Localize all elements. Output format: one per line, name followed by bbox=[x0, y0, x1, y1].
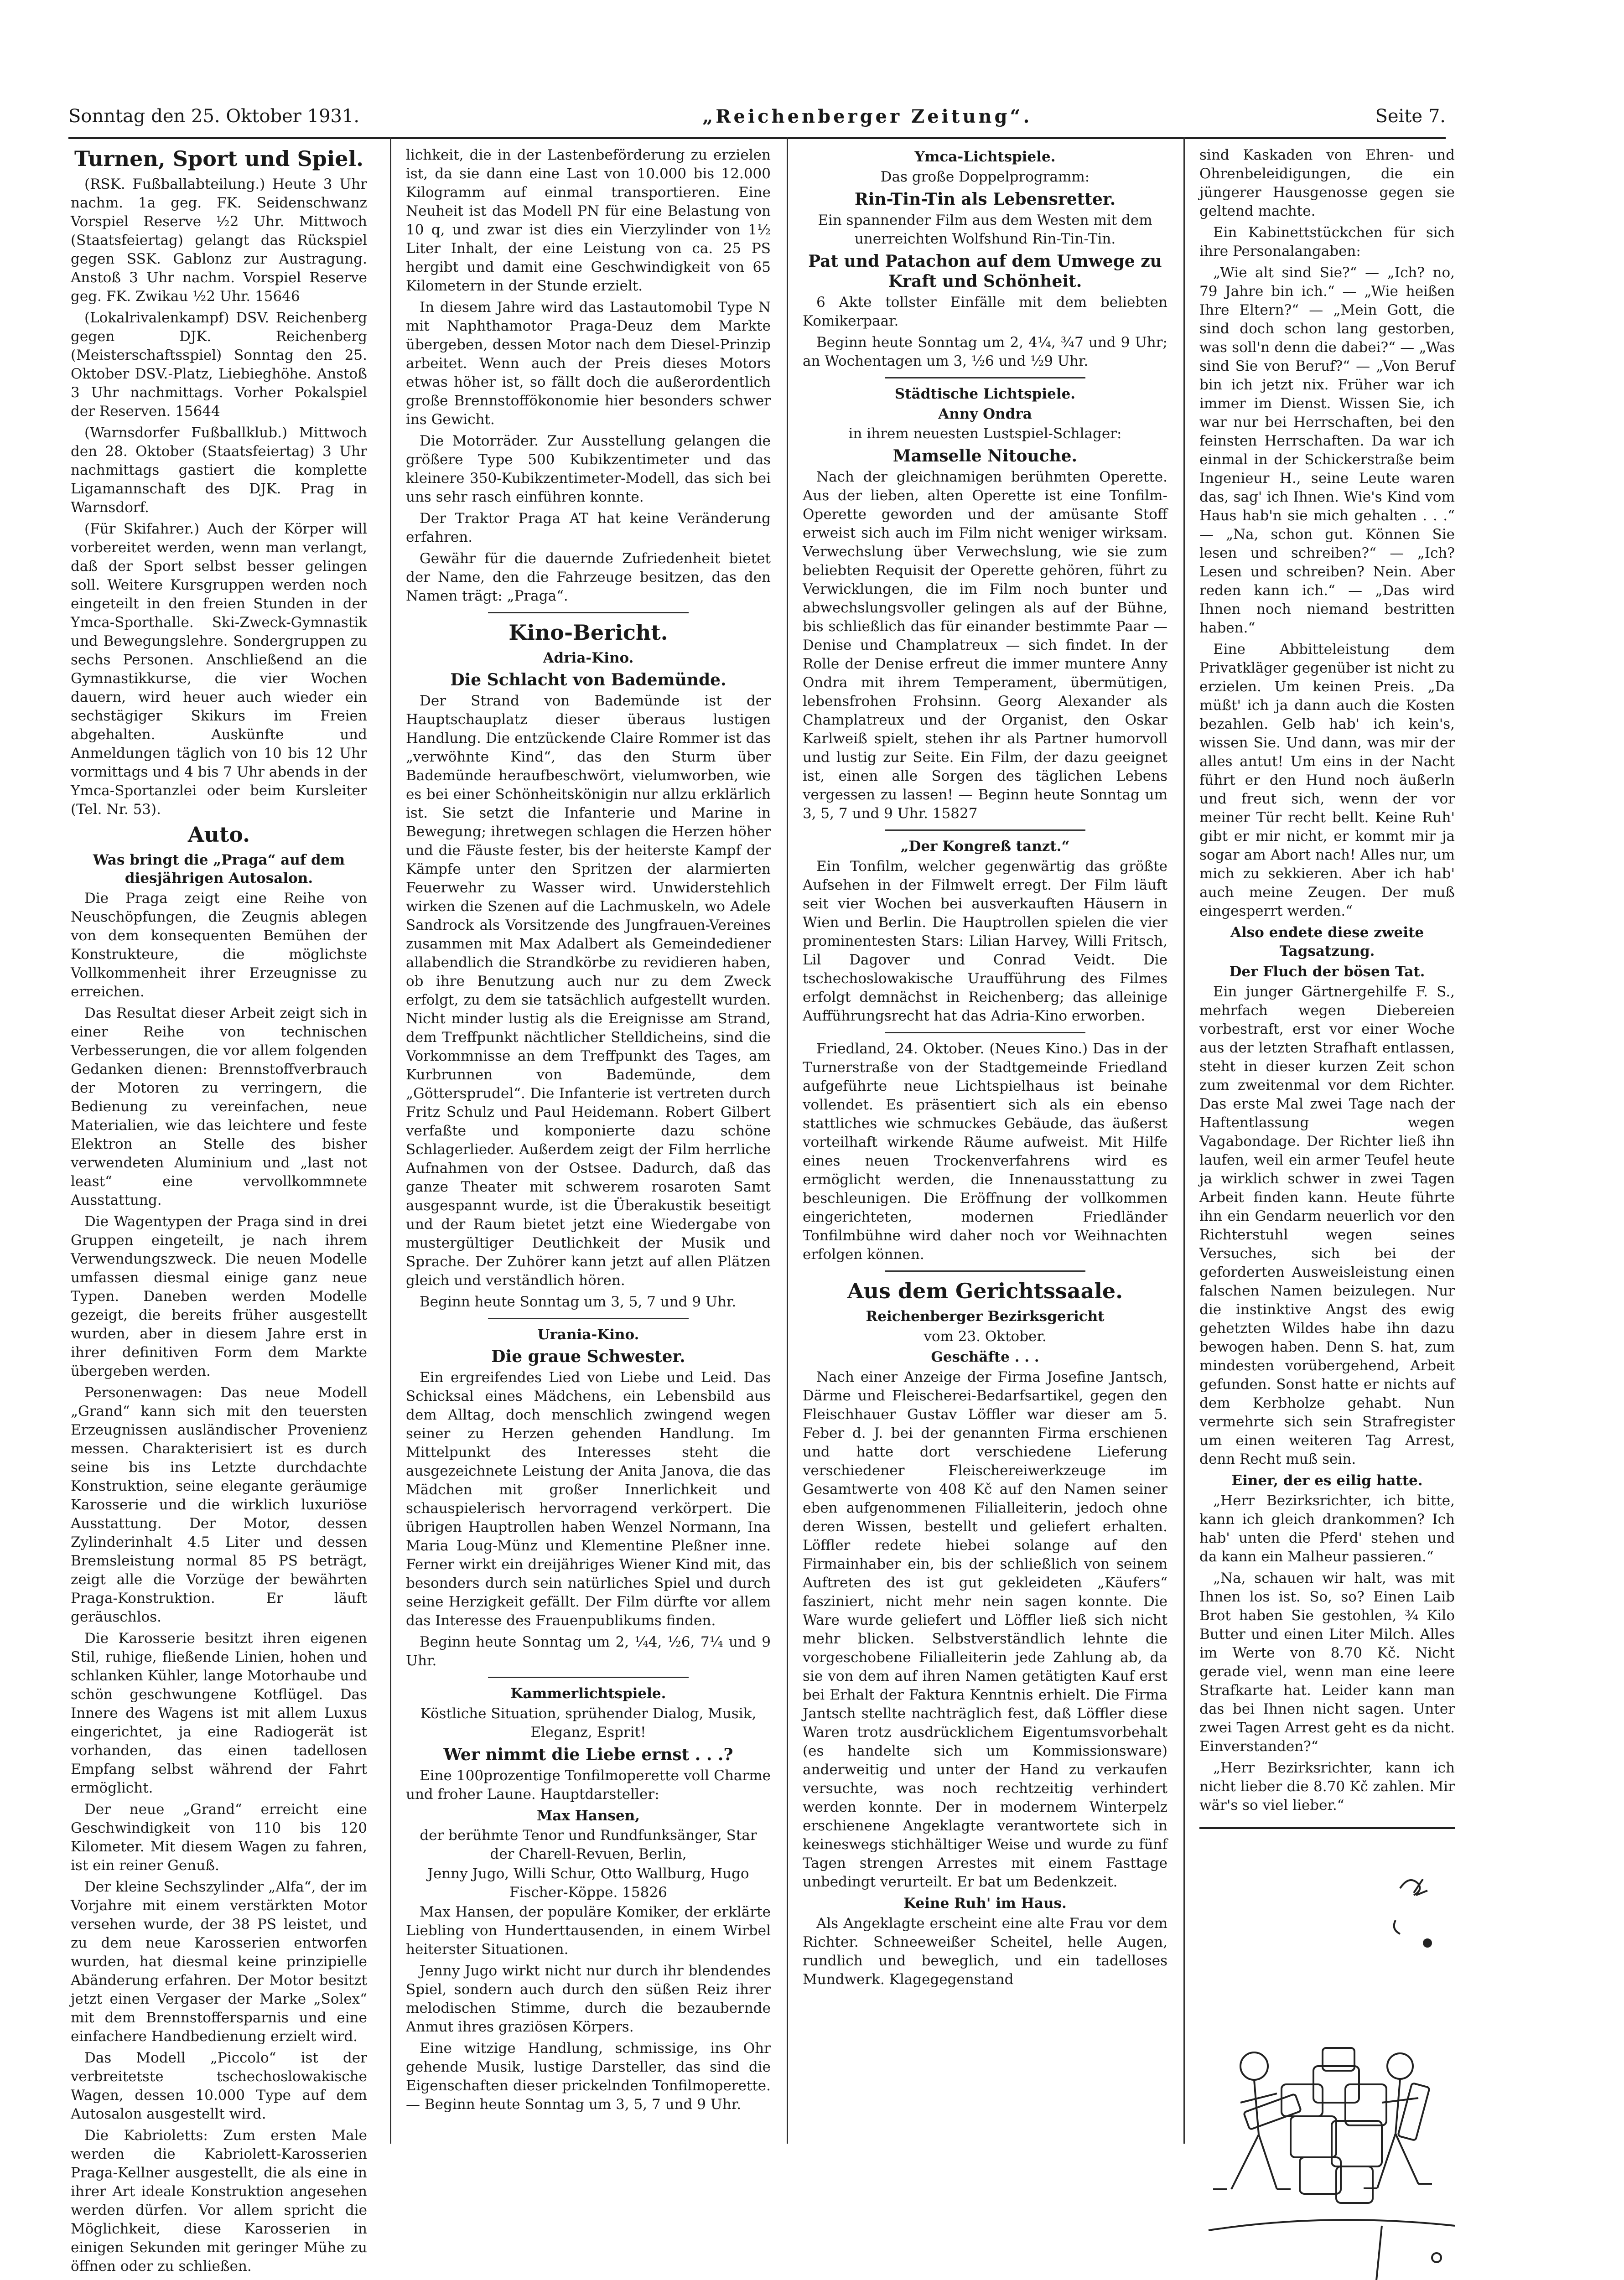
article-paragraph: (Warnsdorfer Fußballklub.) Mittwoch den 28. Oktober (Staatsfeiertag) 3 Uhr nachmittags gastiert die komplette Ligamannschaft des DJK. Prag in Warnsdorf. bbox=[71, 425, 367, 516]
article-paragraph: sind Kaskaden von Ehren- und Ohrenbeleidigungen, die ein jüngerer Hausgenosse gegen sie geltend machte. bbox=[1199, 147, 1455, 219]
article-paragraph: (Lokalrivalenkampf) DSV. Reichenberg gegen DJK. Reichenberg (Meisterschaftsspiel) Sonntag den 25. Oktober DSV.-Platz, Liebieghöhe. Anstoß 3 Uhr nachmittags. Vorher Pokalspiel der Reserven. 15644 bbox=[71, 310, 367, 420]
film-description: Ein spannender Film aus dem Westen mit dem unerreichten Wolfshund Rin-Tin-Tin. bbox=[818, 212, 1152, 247]
section-divider bbox=[885, 377, 1085, 378]
article-paragraph: „Herr Bezirksrichter, ich bitte, kann ich gleich drankommen? Ich hab' unten die Pferd' stehen und da kann ein Malheur passieren.“ bbox=[1199, 1492, 1455, 1565]
article-paragraph: Das Resultat dieser Arbeit zeigt sich in einer Reihe von technischen Verbesserungen, die vor allem folgenden Gedanken dienen: Brennstoffverbrauch der Motoren zu verringern, die Bedienung zu vereinfachen, neue Materialien, wie das leichtere und feste Elektron an Stelle des bisher verwendeten Aluminium und „last not least“ eine vervollkommnete Ausstattung. bbox=[71, 1005, 367, 1208]
cinema-tagline: Das große Doppelprogramm: bbox=[880, 169, 1090, 185]
story-title: Der Fluch der bösen Tat. bbox=[1229, 964, 1425, 980]
cast-name: Max Hansen, bbox=[536, 1808, 640, 1824]
film-title: Mamselle Nitouche. bbox=[892, 446, 1078, 466]
column-divider bbox=[390, 137, 391, 2144]
showtimes: Beginn heute Sonntag um 2, ¼4, ½6, 7¼ und 9 Uhr. bbox=[406, 1634, 771, 1669]
cinema-tagline: Köstliche Situation, sprühender Dialog, Musik, Eleganz, Esprit! bbox=[420, 1705, 757, 1741]
article-paragraph: „Wie alt sind Sie?“ — „Ich? no, 79 Jahre bin ich.“ — „Wie heißen Ihre Eltern?“ — „Mein Gott, die sind doch schon lang gestorben, was soll'n denn die dabei?“ — „Was sind Sie von Beruf?“ — „Von Beruf bin ich jetzt nix. Früher war ich immer im Dienst. Wissen Sie, ich war nur bei Herrschaften, bei den feinsten Herrschaften. Da war ich einmal in der Schickerstraße beim Ingenieur H., seine Leute waren das, sag' ich Ihnen. Wie's Kind vom Haus hab'n sie mich gehalten . . .“ — „Na, schon gut. Können Sie lesen und schreiben?“ — „Ich? Lesen und schreiben? Nein. Aber reden kann ich.“ — „Das wird Ihnen noch niemand bestritten haben.“ bbox=[1199, 264, 1455, 636]
star-name: Anny Ondra bbox=[938, 406, 1032, 422]
article-paragraph: Jenny Jugo wirkt nicht nur durch ihr blendendes Spiel, sondern auch durch den süßen Reiz ihrer melodischen Stimme, durch die bezaubernde Anmut ihres graziösen Körpers. bbox=[406, 1963, 771, 2035]
film-title: „Der Kongreß tanzt.“ bbox=[900, 838, 1070, 855]
section-divider bbox=[885, 1032, 1085, 1033]
column-1 bbox=[71, 146, 367, 2275]
column-divider bbox=[787, 137, 788, 2144]
section-divider bbox=[488, 612, 689, 613]
column-4 bbox=[1199, 146, 1455, 2157]
newspaper-name: „Reichenberger Zeitung“. bbox=[702, 105, 1033, 127]
article-paragraph: 6 Akte tollster Einfälle mit dem beliebten Komikerpaar. bbox=[803, 294, 1167, 329]
section-divider bbox=[885, 829, 1085, 831]
court-name: Reichenberger Bezirksgericht bbox=[866, 1308, 1105, 1325]
article-paragraph: (RSK. Fußballabteilung.) Heute 3 Uhr nachm. 1a geg. FK. Seidenschwanz Vorspiel Reserve ½2 Uhr. Mittwoch (Staatsfeiertag) gelangt das Rückspiel gegen SSK. Gablonz zur Austragung. Anstoß 3 Uhr nachm. Vorspiel Reserve geg. FK. Zwikau ½2 Uhr. 15646 bbox=[71, 176, 367, 305]
article-paragraph: Ein junger Gärtnergehilfe F. S., mehrfach wegen Diebereien vorbestraft, erst vor einer Woche aus der letzten Strafhaft entlassen, steht in dieser kurzen Zeit schon zum zweitenmal vor dem Richter. Das erste Mal zwei Tage nach der Haftentlassung wegen Vagabondage. Der Richter ließ ihn laufen, weil ein armer Teufel heute ja wirklich schwer in zwei Tagen Arbeit finden kann. Heute führte ihn ein Gendarm neuerlich vor den Richterstuhl wegen seines Versuches, sich bei der geforderten Ausweisleistung einen falschen Namen beizulegen. Nur die instinktive Angst des ewig gehetzten Wildes habe ihn dazu bewogen haben. Denn S. hat, zum mindesten vorübergehend, Arbeit gefunden. Sonst hatte er nichts auf dem Kerbholze gehabt. Nun vermehrte sich sein Strafregister um einen weiteren Tag Arrest, denn Recht muß sein. bbox=[1199, 984, 1455, 1467]
article-paragraph: Eine 100prozentige Tonfilmoperette voll Charme und froher Laune. Hauptdarsteller: bbox=[406, 1767, 771, 1803]
cast-list: Jenny Jugo, Willi Schur, Otto Wallburg, Hugo Fischer-Köppe. 15826 bbox=[427, 1865, 749, 1901]
article-paragraph: Ein Tonfilm, welcher gegenwärtig das größte Aufsehen in der Filmwelt erregt. Der Film läuft seit vier Wochen bei ausverkauften Häusern in Wien und Berlin. Die Hauptrollen spielen die vier prominentesten Stars: Lilian Harvey, Willi Fritsch, Lil Dagover und Conrad Veidt. Die tschechoslowakische Uraufführung des Filmes erfolgt demnächst in Reichenberg; das alleinige Aufführungsrecht hat das Adria-Kino erworben. bbox=[803, 858, 1167, 1024]
showtimes: Beginn heute Sonntag um 3, 5, 7 und 9 Uhr. bbox=[420, 1294, 737, 1310]
article-paragraph: Der Traktor Praga AT hat keine Veränderung erfahren. bbox=[406, 510, 771, 545]
article-paragraph: Als Angeklagte erscheint eine alte Frau vor dem Richter. Schneeweißer Scheitel, helle Augen, rundlich und beweglich, und ein tadelloses Mundwerk. Klagegegenstand bbox=[803, 1915, 1167, 1988]
column-2 bbox=[406, 146, 771, 2157]
article-paragraph: Max Hansen, der populäre Komiker, der erklärte Liebling von Hunderttausenden, in einem Wirbel heiterster Situationen. bbox=[406, 1904, 771, 1958]
story-title: Geschäfte . . . bbox=[931, 1349, 1039, 1365]
cinema-name: Adria-Kino. bbox=[543, 650, 634, 666]
section-title-kino: Kino-Bericht. bbox=[508, 620, 668, 645]
article-paragraph: Der kleine Sechszylinder „Alfa“, der im Vorjahre mit einem verstärkten Motor versehen wurde, der 38 PS leistet, und zu dem neue Karosserien entworfen wurden, hat diesmal keine prinzipielle Abänderung erfahren. Der Motor besitzt jetzt einen Vergaser der Marke „Solex“ mit dem Brennstoffersparnis und eine einfachere Handbedienung erzielt wird. bbox=[71, 1879, 367, 2045]
article-paragraph: Ein ergreifendes Lied von Liebe und Leid. Das Schicksal eines Mädchens, ein Lebensbild aus dem Alltag, doch menschlich zwingend wegen seiner zu Herzen gehenden Handlung. Im Mittelpunkt des Interesses steht die ausgezeichnete Leistung der Anita Janova, die das Mädchen mit großer Innerlichkeit und schauspielerisch hervorragend verkörpert. Die übrigen Hauptrollen haben Wenzel Normann, Ina Maria Loug-Münz und Klementine Pleßner inne. Ferner wirkt ein dreijähriges Wiener Kind mit, das besonders durch sein natürliches Spiel und durch seine Herzigkeit gefällt. Der Film dürfte vor allem das Interesse des Frauenpublikums finden. bbox=[406, 1369, 771, 1629]
article-paragraph: Ein Kabinettstückchen für sich ihre Personalangaben: bbox=[1199, 224, 1455, 259]
section-title-auto: Auto. bbox=[187, 822, 250, 847]
article-paragraph: lichkeit, die in der Lastenbeförderung zu erzielen ist, da sie dann eine Last von 10.000 bis 12.000 Kilogramm auf einmal transportieren. Eine Neuheit ist das Modell PN für eine Belastung von 10 q, und zwar ist dies ein Vierzylinder von 1½ Liter Inhalt, der eine Leistung von ca. 25 PS hergibt und damit eine Geschwindigkeit von 65 Kilometern in der Stunde erzielt. bbox=[406, 147, 771, 294]
film-title: Die Schlacht von Bademünde. bbox=[450, 670, 726, 689]
section-divider bbox=[488, 1677, 689, 1678]
article-paragraph: Eine witzige Handlung, schmissige, ins Ohr gehende Musik, lustige Darsteller, das sind die Eigenschaften dieser prickelnden Tonfilmoperette. — Beginn heute Sonntag um 3, 5, 7 und 9 Uhr. bbox=[406, 2040, 771, 2113]
article-paragraph: Der Strand von Bademünde ist der Hauptschauplatz dieser überaus lustigen Handlung. Die entzückende Claire Rommer ist das „verwöhnte Kind“, das den Sturm über Bademünde heraufbeschwört, vielumworben, wie es bei einer Schönheitskönigin nur allzu erklärlich ist. Sie setzt die Infanterie und Marine in Bewegung; ihretwegen schlagen die Herzen höher und die Fäuste fester, bis der heiterste Kampf der Kämpfe unter den Spritzen der alarmierten Feuerwehr zu Wasser wird. Unwiderstehlich wirken die Szenen auf die Lachmuskeln, wo Adele Sandrock als Vorsitzende des Jungfrauen-Vereines zusammen mit Max Adalbert als Gemeindediener allabendlich die Strandkörbe zu revidieren haben, ob ihre Benutzung auch nur zu dem Zweck erfolgt, zu dem sie tatsächlich aufgestellt wurden. Nicht minder lustig als die Ereignisse am Strand, dem Treffpunkt nächtlicher Stelldicheins, sind die Vorkommnisse an dem Treffpunkt des Tages, am Kurbrunnen von Bademünde, dem „Göttersprudel“. Die Infanterie ist vertreten durch Fritz Schulz und Paul Heidemann. Robert Gilbert verfaßte und komponierte dazu schöne Schlagerlieder. Außerdem zeigt der Film herrliche Aufnahmen von der Ostsee. Dadurch, daß das ganze Theater mit schwerem rosaroten Samt ausgespannt wurde, ist die Überakustik beseitigt und der Raum bietet jetzt eine Wiedergabe von mustergültiger Deutlichkeit der Musik und Sprache. Der Zuhörer kann jetzt auf allen Plätzen gleich und verständlich hören. bbox=[406, 693, 771, 1289]
article-paragraph: Das Modell „Piccolo“ ist der verbreitetste tschechoslowakische Wagen, dessen 10.000 Type auf dem Autosalon ausgestellt wird. bbox=[71, 2050, 367, 2122]
cinema-name: Städtische Lichtspiele. bbox=[894, 386, 1076, 402]
page-header bbox=[68, 103, 1446, 130]
story-title: Keine Ruh' im Haus. bbox=[903, 1895, 1067, 1912]
article-subtitle: Was bringt die „Praga“ auf dem diesjährigen Autosalon. bbox=[93, 852, 345, 886]
page-number: Seite 7. bbox=[1375, 106, 1446, 127]
article-paragraph: Die Wagentypen der Praga sind in drei Gruppen eingeteilt, je nach ihrem Verwendungszweck. Die neuen Modelle umfassen diesmal einige ganz neue Typen. Daneben werden Modelle gezeigt, die bereits früher ausgestellt wurden, aber in diesem Jahre erst in ihrer definitiven Form dem Markte übergeben werden. bbox=[71, 1213, 367, 1379]
header-rule bbox=[68, 137, 1446, 139]
article-paragraph: In diesem Jahre wird das Lastautomobil Type N mit Naphthamotor Praga-Deuz dem Markte übergeben, dessen Motor nach dem Diesel-Prinzip arbeitet. Wenn auch der Preis dieses Motors etwas höher ist, so fällt doch die außerordentlich große Brennstoffökonomie hier besonders schwer ins Gewicht. bbox=[406, 299, 771, 428]
article-paragraph: Personenwagen: Das neue Modell „Grand“ kann sich mit den teuersten Erzeugnissen ausländischer Provenienz messen. Charakterisiert ist es durch seine bis ins Letzte durchdachte Konstruktion, seine elegante geräumige Karosserie und die wirklich luxuriöse Ausstattung. Der Motor, dessen Zylinderinhalt 4.5 Liter und dessen Bremsleistung normal 85 PS beträgt, zeigt alle die Vorzüge der bewährten Praga-Konstruktion. Er läuft geräuschlos. bbox=[71, 1384, 367, 1625]
cartoon-drawing bbox=[1199, 1829, 1455, 2280]
article-paragraph: Friedland, 24. Oktober. (Neues Kino.) Das in der Turnerstraße von der Stadtgemeinde Friedland aufgeführte neue Lichtspielhaus ist beinahe vollendet. Es präsentiert sich als ein ebenso stattliches wie schmuckes Gebäude, das äußerst vorteilhaft wirkende Räume aufweist. Mit Hilfe eines neuen Trockenverfahrens wird es ermöglicht werden, die Innenausstattung zu beschleunigen. Die Eröffnung der vollkommen eingerichteten, modernen Friedländer Tonfilmbühne wird daher noch vor Weihnachten erfolgen können. bbox=[803, 1041, 1167, 1263]
film-title: Wer nimmt die Liebe ernst . . .? bbox=[443, 1745, 733, 1764]
film-title: Rin-Tin-Tin als Lebensretter. bbox=[854, 190, 1116, 209]
cinema-name: Kammerlichtspiele. bbox=[510, 1685, 666, 1702]
section-divider bbox=[488, 1318, 689, 1319]
article-paragraph: Der neue „Grand“ erreicht eine Geschwindigkeit von 110 bis 120 Kilometer. Mit diesem Wagen zu fahren, ist ein reiner Genuß. bbox=[71, 1801, 367, 1874]
cast-role: der berühmte Tenor und Rundfunksänger, Star der Charell-Revuen, Berlin, bbox=[420, 1827, 757, 1862]
article-paragraph: Die Praga zeigt eine Reihe von Neuschöpfungen, die Zeugnis ablegen von dem konsequenten Bemühen der Konstrukteure, die möglichste Vollkommenheit ihrer Erzeugnisse zu erreichen. bbox=[71, 890, 367, 1000]
court-date: vom 23. Oktober. bbox=[924, 1328, 1047, 1345]
article-paragraph: Eine Abbitteleistung dem Privatkläger gegenüber ist nicht zu erzielen. Um keinen Preis. „Da müßt' ich ja dann auch die Kosten bezahlen. Gelb hab' ich kein's, wissen Sie. Und dann, was mir der alles antut! Um eins in der Nacht führt er den Hund noch äußerln und freut sich, wenn der vor meiner Tür recht bellt. Keine Ruh' gibt er mir nicht, er kommt mir ja sogar am Abort nach! Alles nur, um mich zu sekkieren. Aber ich hab' auch meine Zeugen. Der muß eingesperrt werden.“ bbox=[1199, 641, 1455, 919]
film-title: Pat und Patachon auf dem Umwege zu Kraft und Schönheit. bbox=[808, 252, 1162, 291]
article-paragraph: Nach einer Anzeige der Firma Josefine Jantsch, Därme und Fleischerei-Bedarfsartikel, gegen den Fleischhauer Gustav Löffler war dieser am 5. Feber d. J. bei der genannten Firma erschienen und hatte dort verschiedene Lieferung verschiedener Fleischereiwerkzeuge im Gesamtwerte von 408 Kč auf den Namen seiner eben aufgenommenen Filialleiterin, jedoch ohne deren Wissen, bestellt und geliefert erhalten. Löffler redete hiebei solange auf den Firmainhaber ein, bis der schließlich von seinem Auftreten des ist gut gekleideten „Käufers“ fasziniert, nicht mehr nein sagen konnte. Die Ware wurde geliefert und Löffler ließ sich nicht mehr blicken. Selbstverständlich lehnte die vorgeschobene Filialleiterin jede Zahlung ab, da sie von dem auf ihren Namen getätigten Kauf erst bei Erhalt der Faktura Kenntnis erhielt. Die Firma Jantsch stellte nachträglich fest, daß Löffler diese Waren trotz ausdrücklichem Eigentumsvorbehalt (es handelte sich um Kommissionsware) anderweitig und unter der Hand zu verkaufen versuchte, was noch rechtzeitig verhindert werden konnte. Der in modernem Winterpelz erschienene Angeklagte verantwortete sich in keineswegs stichhältiger Weise und wurde zu fünf Tagen strengen Arrestes mit einem Fasttage unbedingt verurteilt. Er bat um Bedenkzeit. bbox=[803, 1369, 1167, 1890]
column-divider bbox=[1183, 137, 1185, 2144]
article-paragraph: Die Motorräder. Zur Ausstellung gelangen die größere Type 500 Kubikzentimeter und das kleinere 350-Kubikzentimeter-Modell, das sich bei uns sehr rasch einführen konnte. bbox=[406, 433, 771, 505]
section-title-sport: Turnen, Sport und Spiel. bbox=[74, 146, 364, 171]
article-paragraph: (Für Skifahrer.) Auch der Körper will vorbereitet werden, wenn man verlangt, daß der Sport selbst besser gelingen soll. Weitere Kursgruppen werden noch eingeteilt in den freien Stunden in der Ymca-Sporthalle. Ski-Zweck-Gymnastik und Bewegungslehre. Sondergruppen zu sechs Personen. Anschließend an die Gymnastikkurse, die vier Wochen dauern, wird heuer auch wieder ein sechstägiger Skikurs im Freien abgehalten. Auskünfte und Anmeldungen täglich von 10 bis 12 Uhr vormittags und 4 bis 7 Uhr abends in der Ymca-Sportanzlei oder beim Kursleiter (Tel. Nr. 53). bbox=[71, 521, 367, 818]
article-paragraph: „Na, schauen wir halt, was mit Ihnen los ist. So, so? Einen Laib Brot haben Sie gestohlen, ¾ Kilo Butter und einen Liter Milch. Alles im Werte von 8.70 Kč. Nicht gerade viel, wenn man eine leere Strafkarte hat. Leider kann man das bei Ihnen nicht sagen. Unter zwei Tagen Arrest geht es da nicht. Einverstanden?“ bbox=[1199, 1570, 1455, 1755]
cinema-name: Ymca-Lichtspiele. bbox=[914, 149, 1056, 165]
section-title-court: Aus dem Gerichtssaale. bbox=[847, 1279, 1123, 1303]
showtimes: Beginn heute Sonntag um 2, 4¼, ¾7 und 9 Uhr; an Wochentagen um 3, ½6 und ½9 Uhr. bbox=[803, 334, 1167, 369]
film-tagline: in ihrem neuesten Lustspiel-Schlager: bbox=[848, 425, 1122, 442]
article-paragraph: Die Karosserie besitzt ihren eigenen Stil, ruhige, fließende Linien, hohen und schlanken Kühler, lange Motorhaube und schön geschwungene Kotflügel. Das Innere des Wagens ist mit allem Luxus eingerichtet, ja eine Radiogerät ist vorhanden, das einen tadellosen Empfang selbst während der Fahrt ermöglicht. bbox=[71, 1630, 367, 1796]
section-divider bbox=[885, 1270, 1085, 1272]
article-paragraph: Die Kabrioletts: Zum ersten Male werden die Kabriolett-Karosserien Praga-Kellner ausgestellt, die als eine in ihrer Art ideale Konstruktion angesehen werden dürfen. Vor allem spricht die Möglichkeit, diese Karosserien in einigen Sekunden mit geringer Mühe zu öffnen oder zu schließen. bbox=[71, 2127, 367, 2275]
header-date: Sonntag den 25. Oktober 1931. bbox=[68, 106, 360, 127]
column-3 bbox=[803, 146, 1167, 2157]
story-ending: Also endete diese zweite Tagsatzung. bbox=[1230, 924, 1424, 959]
story-title: Einer, der es eilig hatte. bbox=[1231, 1472, 1423, 1489]
article-paragraph: Nach der gleichnamigen berühmten Operette. Aus der lieben, alten Operette ist eine Tonfilm-Operette geworden und der amüsante Stoff erweist sich auch im Film nicht weniger wirksam. Verwechslung über Verwechslung, wie sie zum beliebten Requisit der Operette gehören, führt zu Verwicklungen, die im Film noch bunter und abwechslungsvoller gelingen als auf der Bühne, bis schließlich das für einander bestimmte Paar — Denise und Champlatreux — sich findet. In der Rolle der Denise erfreut die immer muntere Anny Ondra mit ihrem Temperament, übermütigen, lebensfrohen Frohsinn. Georg Alexander als Champlatreux und der Organist, den Oskar Karlweiß spielt, stehen ihr als Partner humorvoll und lustig zur Seite. Ein Film, der dazu geeignet ist, einen alle Sorgen des täglichen Lebens vergessen zu lassen! — Beginn heute Sonntag um 3, 5, 7 und 9 Uhr. 15827 bbox=[803, 469, 1167, 822]
cinema-name: Urania-Kino. bbox=[537, 1327, 639, 1343]
article-paragraph: „Herr Bezirksrichter, kann ich nicht lieber die 8.70 Kč zahlen. Mir wär's so viel lieber.“ bbox=[1199, 1760, 1455, 1814]
cartoon-illustration bbox=[1199, 1827, 1455, 2280]
film-title: Die graue Schwester. bbox=[491, 1347, 685, 1366]
article-paragraph: Gewähr für die dauernde Zufriedenheit bietet der Name, den die Fahrzeuge besitzen, das den Namen trägt: „Praga“. bbox=[406, 550, 771, 604]
